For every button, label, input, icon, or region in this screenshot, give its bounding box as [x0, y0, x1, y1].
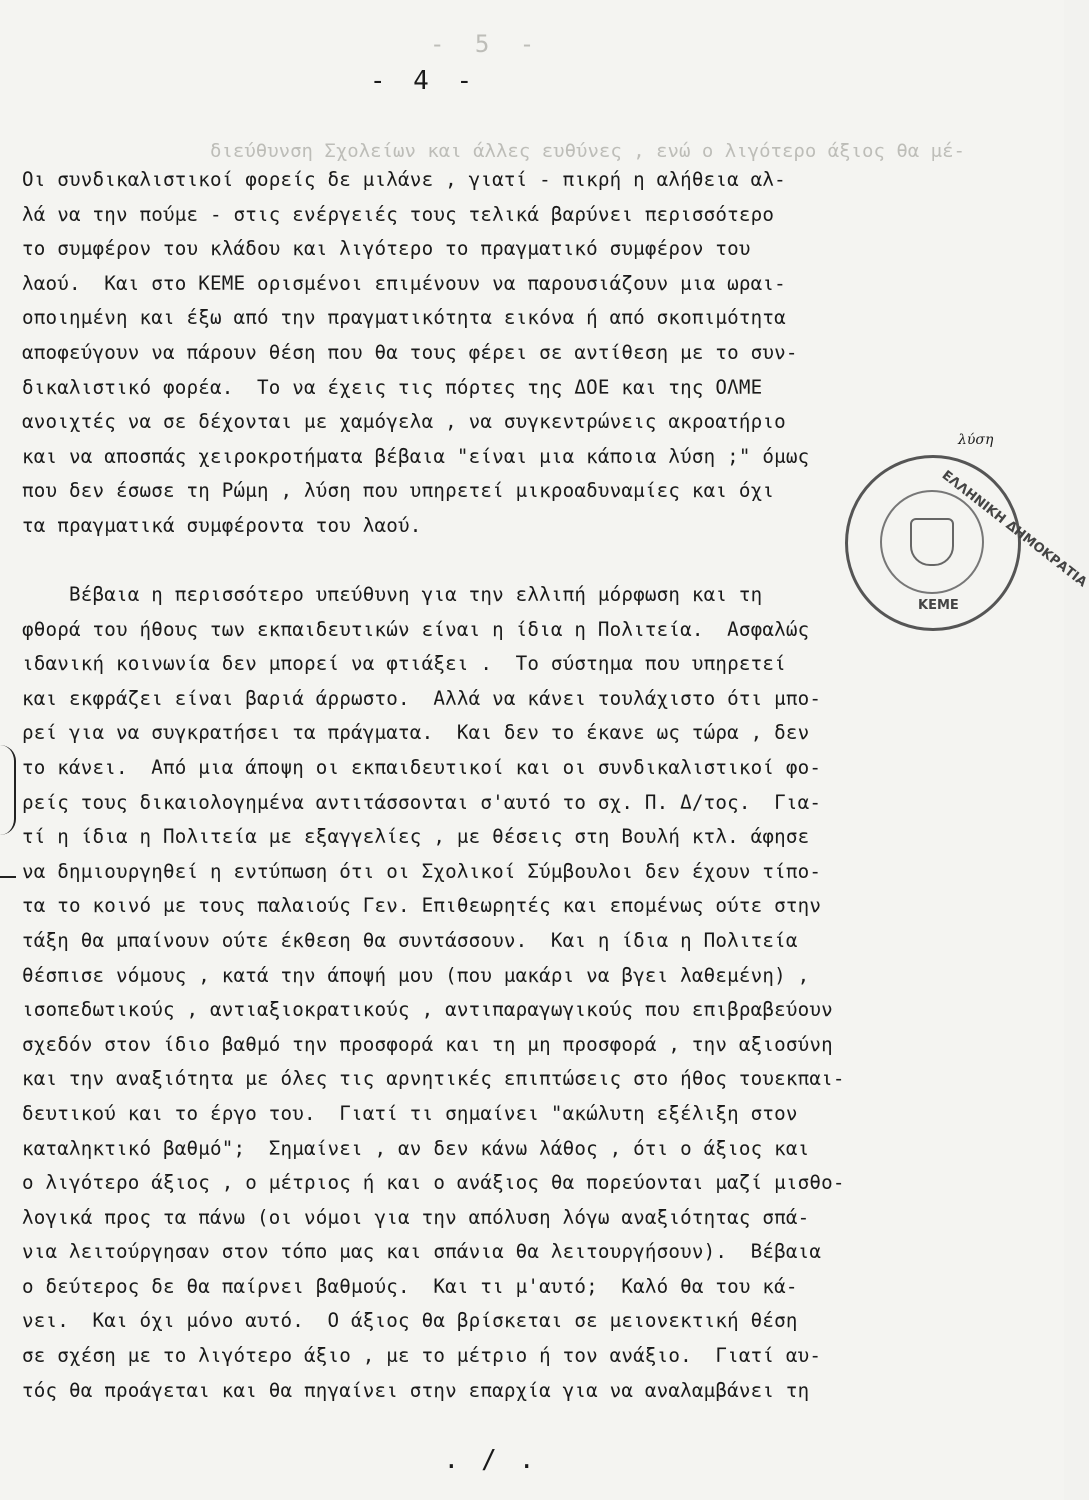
text-line: να δημιουργηθεί η εντύπωση ότι οι Σχολικοί Σύμβουλοι δεν έχουν τίπο-	[22, 859, 822, 883]
text-line: Οι συνδικαλιστικοί φορείς δε μιλάνε , γιατί - πικρή η αλήθεια αλ-	[22, 168, 786, 191]
text-line: λογικά προς τα πάνω (οι νόμοι για την απόλυση λόγω αναξιότητας σπά-	[22, 1205, 810, 1229]
bleed-through-page-number: - 5 -	[430, 30, 543, 58]
page-number: - 4 -	[369, 66, 479, 96]
text-line: ανοιχτές να σε δέχονται με χαμόγελα , να συγκεντρώνεις ακροατήριο	[22, 410, 786, 434]
text-line: δευτικού και το έργο του. Γιατί τι σημαίνει "ακώλυτη εξέλιξη στον	[22, 1101, 798, 1125]
bleed-through-text: διεύθυνση Σχολείων και άλλες ευθύνες , ενώ ο λιγότερο άξιος θα μέ-	[210, 140, 965, 162]
text-line: νια λειτούργησαν στον τόπο μας και σπάνια θα λειτουργήσουν). Βέβαια	[22, 1240, 822, 1264]
text-line: και την αναξιότητα με όλες τις αρνητικές επιπτώσεις στο ήθος τουεκπαι-	[22, 1067, 845, 1091]
margin-bracket-mark	[0, 745, 16, 835]
text-line: ρεί για να συγκρατήσει τα πράγματα. Και δεν το έκανε ως τώρα , δεν	[22, 721, 810, 745]
text-line: φθορά του ήθους των εκπαιδευτικών είναι η ίδια η Πολιτεία. Ασφαλώς	[22, 617, 810, 641]
coat-of-arms-icon	[910, 518, 954, 566]
text-line: τός θα προάγεται και θα πηγαίνει στην επαρχία για να αναλαμβάνει τη	[22, 1378, 810, 1402]
handwritten-note: λύση	[958, 432, 994, 448]
text-line: το κάνει. Από μια άποψη οι εκπαιδευτικοί και οι συνδικαλιστικοί φο-	[22, 755, 822, 779]
text-line: λά να την πούμε - στις ενέργειές τους τελικά βαρύνει περισσότερο	[22, 202, 775, 226]
stamp-label: ΕΛΛΗΝΙΚΗ ΔΗΜΟΚΡΑΤΙΑ	[938, 468, 1089, 591]
stamp-inner-ring	[880, 490, 984, 594]
text-line: τί η ίδια η Πολιτεία με εξαγγελίες , με θέσεις στη Βουλή κτλ. άφησε	[22, 825, 810, 849]
text-line: και εκφράζει είναι βαριά άρρωστο. Αλλά να κάνει τουλάχιστο ότι μπο-	[22, 686, 822, 710]
text-line: καταληκτικό βαθμό"; Σημαίνει , αν δεν κάνω λάθος , ότι ο άξιος και	[22, 1136, 810, 1160]
text-line: νει. Και όχι μόνο αυτό. Ο άξιος θα βρίσκεται σε μειονεκτική θέση	[22, 1309, 798, 1333]
text-line: σχεδόν στον ίδιο βαθμό την προσφορά και τη μη προσφορά , την αξιοσύνη	[22, 1032, 833, 1056]
text-line: ισοπεδωτικούς , αντιαξιοκρατικούς , αντιπαραγωγικούς που επιβραβεύουν	[22, 998, 833, 1022]
text-line: τα το κοινό με τους παλαιούς Γεν. Επιθεωρητές και επομένως ούτε στην	[22, 894, 822, 918]
text-line: τα πραγματικά συμφέροντα του λαού.	[22, 513, 422, 537]
text-line: δικαλιστικό φορέα. Το να έχεις τις πόρτες της ΔΟΕ και της ΟΛΜΕ	[22, 375, 763, 399]
text-line: ο δεύτερος δε θα παίρνει βαθμούς. Και τι μ'αυτό; Καλό θα του κά-	[22, 1274, 798, 1298]
paragraph-2	[22, 578, 1022, 1408]
text-line: αποφεύγουν να πάρουν θέση που θα τους φέρει σε αντίθεση με το συν-	[22, 340, 798, 364]
text-line: Βέβαια η περισσότερο υπεύθυνη για την ελλιπή μόρφωση και τη	[22, 583, 763, 606]
text-line: ο λιγότερο άξιος , ο μέτριος ή και ο ανάξιος θα πορεύονται μαζί μισθο-	[22, 1171, 845, 1195]
text-line: ρείς τους δικαιολογημένα αντιτάσσονται σ'αυτό το σχ. Π. Δ/τος. Για-	[22, 790, 822, 814]
text-line: το συμφέρον του κλάδου και λιγότερο το πραγματικό συμφέρον του	[22, 237, 751, 261]
text-line: οποιημένη και έξω από την πραγματικότητα εικόνα ή από σκοπιμότητα	[22, 306, 786, 330]
text-line: θέσπισε νόμους , κατά την άποψή μου (που μακάρι να βγει λαθεμένη) ,	[22, 963, 810, 987]
margin-dash-mark	[0, 876, 16, 878]
official-stamp	[845, 455, 1089, 631]
text-line: λαού. Και στο ΚΕΜΕ ορισμένοι επιμένουν να παρουσιάζουν μια ωραι-	[22, 271, 786, 295]
text-line: τάξη θα μπαίνουν ούτε έκθεση θα συντάσσουν. Και η ίδια η Πολιτεία	[22, 928, 798, 952]
text-line: και να αποσπάς χειροκροτήματα βέβαια "είναι μια κάποια λύση ;" όμως	[22, 444, 810, 468]
text-line: που δεν έσωσε τη Ρώμη , λύση που υπηρετεί μικροαδυναμίες και όχι	[22, 479, 775, 503]
text-line: σε σχέση με το λιγότερο άξιο , με το μέτριο ή τον ανάξιο. Γιατί αυ-	[22, 1344, 822, 1368]
text-line: ιδανική κοινωνία δεν μπορεί να φτιάξει . Το σύστημα που υπηρετεί	[22, 652, 786, 676]
stamp-sub-label: ΚΕΜΕ	[918, 598, 959, 613]
continuation-mark: ./.	[443, 1445, 557, 1475]
